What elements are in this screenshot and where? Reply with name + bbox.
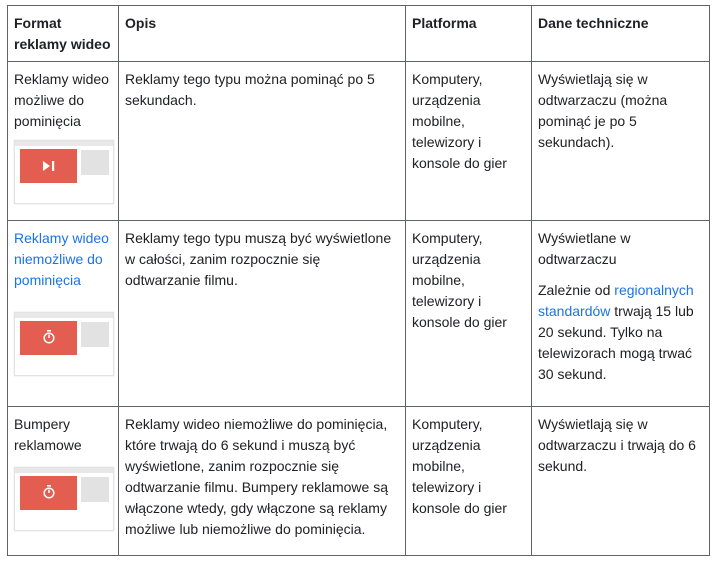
- tech-note: [538, 280, 703, 385]
- description-cell: Reklamy tego typu można pominąć po 5 sekundach.: [119, 62, 406, 221]
- timer-icon: [43, 485, 55, 499]
- tech-text: Wyświetlane w odtwarzaczu: [538, 230, 631, 267]
- tech-cell: Wyświetlają się w odtwarzaczu i trwają do 6 sekund.: [532, 407, 710, 556]
- tech-note-prefix: Zależnie od: [538, 282, 615, 298]
- timer-icon: [43, 330, 55, 344]
- skippable-ad-thumbnail: [14, 140, 114, 204]
- non-skippable-ad-thumbnail: [14, 312, 114, 376]
- thumbnail-side-panel: [81, 150, 109, 175]
- regional-standards-link[interactable]: regionalnych standardów: [538, 282, 694, 319]
- header-tech: Dane techniczne: [532, 6, 710, 62]
- non-skippable-ads-link[interactable]: Reklamy wideo niemożliwe do pominięcia: [14, 230, 109, 288]
- skip-icon: [43, 161, 55, 171]
- ad-formats-table: [7, 5, 710, 556]
- thumbnail-player: [20, 321, 77, 355]
- tech-cell: Wyświetlają się w odtwarzaczu (można pominąć je po 5 sekundach).: [532, 62, 710, 221]
- description-cell: Reklamy wideo niemożliwe do pominięcia, które trwają do 6 sekund i muszą być wyświetlone, zanim rozpocznie się odtwarzanie filmu. Bumpery reklamowe są włączone wtedy, gdy włączone są reklamy możliwe lub niemożliwe do pominięcia.: [119, 407, 406, 556]
- description-cell: Reklamy tego typu muszą być wyświetlone w całości, zanim rozpocznie się odtwarzanie filmu.: [119, 221, 406, 407]
- format-cell: [8, 62, 119, 221]
- header-description: Opis: [119, 6, 406, 62]
- platform-cell: Komputery, urządzenia mobilne, telewizory i konsole do gier: [406, 407, 532, 556]
- format-cell: [8, 407, 119, 556]
- header-format: Format reklamy wideo: [8, 6, 119, 62]
- platform-cell: Komputery, urządzenia mobilne, telewizory i konsole do gier: [406, 62, 532, 221]
- table-row: [8, 62, 710, 221]
- thumbnail-side-panel: [81, 477, 109, 502]
- thumbnail-player: [20, 476, 77, 510]
- thumbnail-player: [20, 149, 77, 183]
- tech-cell: [532, 221, 710, 407]
- platform-cell: Komputery, urządzenia mobilne, telewizory i konsole do gier: [406, 221, 532, 407]
- table-row: [8, 407, 710, 556]
- format-label: Reklamy wideo możliwe do pominięcia: [14, 71, 109, 129]
- table-header-row: [8, 6, 710, 62]
- thumbnail-top-bar: [15, 313, 113, 318]
- thumbnail-side-panel: [81, 322, 109, 347]
- table-row: [8, 221, 710, 407]
- format-cell: [8, 221, 119, 407]
- tech-note-suffix: trwają 15 lub 20 sekund. Tylko na telewizorach mogą trwać 30 sekund.: [538, 303, 694, 382]
- bumper-ad-thumbnail: [14, 467, 114, 531]
- format-label: Bumpery reklamowe: [14, 416, 82, 453]
- header-platform: Platforma: [406, 6, 532, 62]
- thumbnail-top-bar: [15, 141, 113, 146]
- thumbnail-top-bar: [15, 468, 113, 473]
